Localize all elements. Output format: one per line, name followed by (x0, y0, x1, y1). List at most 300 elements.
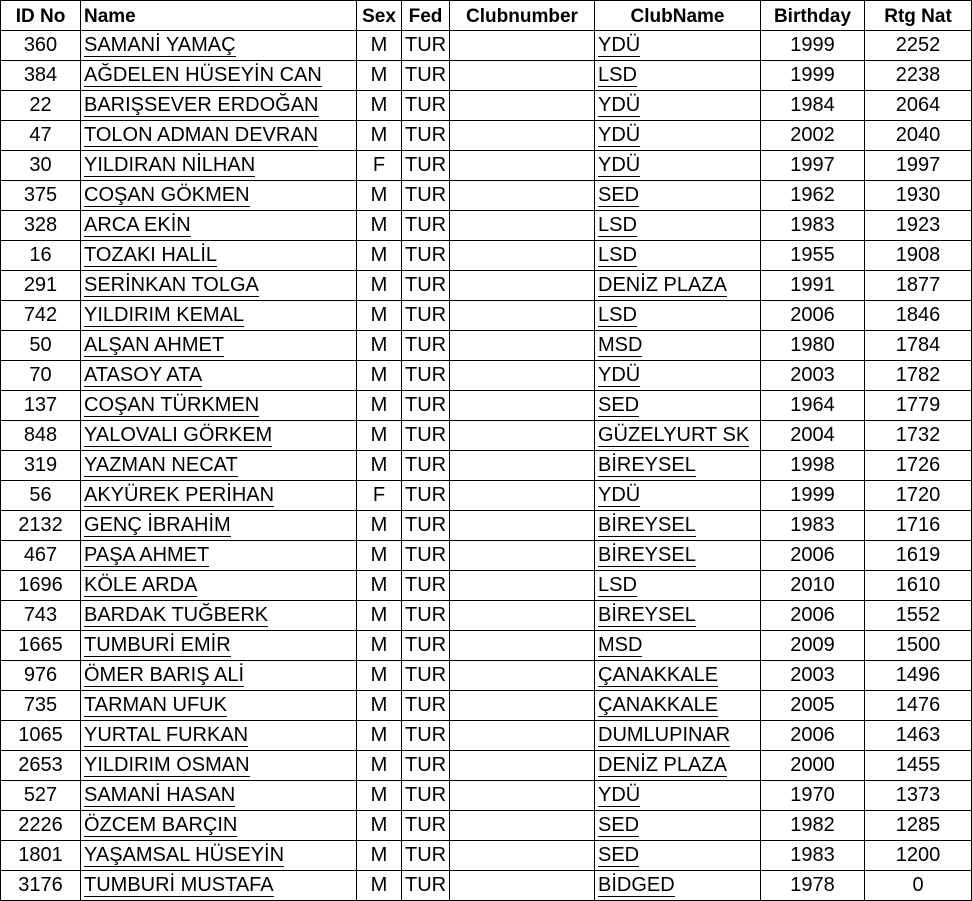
cell-rating[interactable]: 0 (865, 871, 972, 901)
cell-clubnumber[interactable] (450, 241, 595, 271)
cell-birthday[interactable]: 1962 (761, 181, 865, 211)
cell-name[interactable] (81, 91, 357, 121)
cell-birthday[interactable]: 1982 (761, 811, 865, 841)
cell-id[interactable]: 50 (1, 331, 81, 361)
cell-birthday[interactable]: 1999 (761, 481, 865, 511)
cell-id[interactable]: 1665 (1, 631, 81, 661)
cell-clubname-text: YDÜ (598, 364, 641, 386)
cell-id[interactable]: 2653 (1, 751, 81, 781)
cell-name-text: BARIŞSEVER ERDOĞAN (84, 94, 319, 116)
cell-birthday[interactable]: 1997 (761, 151, 865, 181)
cell-name[interactable] (81, 541, 357, 571)
cell-name[interactable] (81, 751, 357, 781)
cell-name-text: TARMAN UFUK (84, 694, 227, 716)
cell-name[interactable] (81, 721, 357, 751)
cell-name-text: YALOVALI GÖRKEM (84, 424, 273, 446)
cell-birthday[interactable]: 2006 (761, 301, 865, 331)
cell-sex[interactable]: M (357, 751, 402, 781)
cell-fed[interactable]: TUR (402, 631, 450, 661)
cell-clubname-text: SED (598, 814, 640, 836)
cell-sex[interactable]: M (357, 781, 402, 811)
cell-name-text: TUMBURİ MUSTAFA (84, 874, 274, 896)
cell-sex[interactable]: M (357, 511, 402, 541)
table-row (1, 571, 972, 601)
cell-sex[interactable]: M (357, 721, 402, 751)
cell-rating[interactable]: 2238 (865, 61, 972, 91)
cell-sex[interactable]: M (357, 661, 402, 691)
cell-clubname[interactable] (595, 361, 761, 391)
column-header-name[interactable]: Name (81, 1, 357, 31)
cell-clubnumber[interactable] (450, 721, 595, 751)
cell-name-text: YILDIRAN NİLHAN (84, 154, 256, 176)
cell-fed[interactable]: TUR (402, 811, 450, 841)
cell-rating[interactable]: 1997 (865, 151, 972, 181)
cell-name-text: TOZAKI HALİL (84, 244, 218, 266)
table-row (1, 241, 972, 271)
cell-birthday[interactable]: 2006 (761, 541, 865, 571)
cell-name[interactable] (81, 451, 357, 481)
cell-id[interactable]: 47 (1, 121, 81, 151)
cell-rating[interactable]: 1784 (865, 331, 972, 361)
cell-sex[interactable]: M (357, 181, 402, 211)
cell-fed[interactable]: TUR (402, 91, 450, 121)
cell-name[interactable] (81, 601, 357, 631)
cell-fed[interactable]: TUR (402, 271, 450, 301)
cell-clubname-text: LSD (598, 244, 637, 266)
cell-clubnumber[interactable] (450, 391, 595, 421)
cell-clubnumber[interactable] (450, 421, 595, 451)
column-header-fed[interactable]: Fed (402, 1, 450, 31)
cell-rating[interactable]: 1610 (865, 571, 972, 601)
cell-clubnumber[interactable] (450, 61, 595, 91)
cell-clubnumber[interactable] (450, 181, 595, 211)
cell-name-text: YILDIRIM OSMAN (84, 754, 250, 776)
cell-clubname[interactable] (595, 811, 761, 841)
cell-clubnumber[interactable] (450, 541, 595, 571)
cell-rating[interactable]: 1200 (865, 841, 972, 871)
cell-birthday[interactable]: 1998 (761, 451, 865, 481)
cell-name-text: TUMBURİ EMİR (84, 634, 231, 656)
cell-clubname-text: SED (598, 394, 640, 416)
cell-id[interactable]: 319 (1, 451, 81, 481)
cell-clubname-text: LSD (598, 574, 637, 596)
cell-clubname-text: YDÜ (598, 94, 641, 116)
cell-sex[interactable]: M (357, 241, 402, 271)
cell-clubname[interactable] (595, 421, 761, 451)
cell-rating[interactable]: 1552 (865, 601, 972, 631)
cell-rating[interactable]: 1496 (865, 661, 972, 691)
cell-birthday[interactable]: 2006 (761, 601, 865, 631)
cell-clubname-text: BİREYSEL (598, 604, 696, 626)
cell-fed[interactable]: TUR (402, 391, 450, 421)
cell-name[interactable] (81, 571, 357, 601)
cell-id[interactable]: 22 (1, 91, 81, 121)
cell-birthday[interactable]: 1955 (761, 241, 865, 271)
cell-clubname-text: MSD (598, 634, 643, 656)
cell-name-text: SAMANİ YAMAÇ (84, 34, 236, 56)
cell-rating[interactable]: 1726 (865, 451, 972, 481)
cell-clubname[interactable] (595, 181, 761, 211)
cell-birthday[interactable]: 1970 (761, 781, 865, 811)
cell-birthday[interactable]: 2010 (761, 571, 865, 601)
cell-fed[interactable]: TUR (402, 331, 450, 361)
cell-id[interactable]: 743 (1, 601, 81, 631)
cell-clubname[interactable] (595, 631, 761, 661)
cell-name-text: TOLON ADMAN DEVRAN (84, 124, 319, 146)
cell-id[interactable]: 375 (1, 181, 81, 211)
cell-clubname-text: DENİZ PLAZA (598, 754, 727, 776)
cell-birthday[interactable]: 1980 (761, 331, 865, 361)
cell-clubname-text: YDÜ (598, 154, 641, 176)
cell-birthday[interactable]: 1999 (761, 61, 865, 91)
cell-name-text: ARCA EKİN (84, 214, 191, 236)
cell-clubnumber[interactable] (450, 481, 595, 511)
cell-birthday[interactable]: 2003 (761, 361, 865, 391)
cell-clubname[interactable] (595, 751, 761, 781)
cell-birthday[interactable]: 2003 (761, 661, 865, 691)
cell-sex[interactable]: M (357, 811, 402, 841)
table-row (1, 331, 972, 361)
cell-fed[interactable]: TUR (402, 751, 450, 781)
cell-name[interactable] (81, 211, 357, 241)
cell-sex[interactable]: M (357, 331, 402, 361)
cell-birthday[interactable]: 1964 (761, 391, 865, 421)
cell-rating[interactable]: 1779 (865, 391, 972, 421)
cell-clubname[interactable] (595, 721, 761, 751)
cell-clubname[interactable] (595, 121, 761, 151)
cell-fed[interactable]: TUR (402, 151, 450, 181)
table-row (1, 751, 972, 781)
cell-clubnumber[interactable] (450, 361, 595, 391)
column-header-id[interactable]: ID No (1, 1, 81, 31)
cell-clubnumber[interactable] (450, 151, 595, 181)
cell-name-text: ÖMER BARIŞ ALİ (84, 664, 245, 686)
cell-rating[interactable]: 2064 (865, 91, 972, 121)
cell-name-text: BARDAK TUĞBERK (84, 604, 269, 626)
cell-name-text: ÖZCEM BARÇIN (84, 814, 238, 836)
cell-clubname-text: BİDGED (598, 874, 675, 896)
header-row (1, 1, 972, 31)
cell-sex[interactable]: M (357, 31, 402, 61)
cell-name[interactable] (81, 811, 357, 841)
cell-rating[interactable]: 1463 (865, 721, 972, 751)
cell-id[interactable]: 848 (1, 421, 81, 451)
cell-sex[interactable]: M (357, 361, 402, 391)
cell-clubname[interactable] (595, 871, 761, 901)
cell-fed[interactable]: TUR (402, 421, 450, 451)
cell-id[interactable]: 384 (1, 61, 81, 91)
cell-clubname[interactable] (595, 241, 761, 271)
cell-birthday[interactable]: 2005 (761, 691, 865, 721)
cell-clubnumber[interactable] (450, 121, 595, 151)
cell-clubname[interactable] (595, 841, 761, 871)
cell-sex[interactable]: F (357, 481, 402, 511)
cell-fed[interactable]: TUR (402, 301, 450, 331)
table-row (1, 871, 972, 901)
cell-clubname[interactable] (595, 451, 761, 481)
cell-name[interactable] (81, 241, 357, 271)
cell-birthday[interactable]: 2004 (761, 421, 865, 451)
cell-clubnumber[interactable] (450, 661, 595, 691)
cell-clubname-text: BİREYSEL (598, 454, 696, 476)
cell-sex[interactable]: M (357, 61, 402, 91)
cell-name[interactable] (81, 121, 357, 151)
table-row (1, 601, 972, 631)
cell-clubnumber[interactable] (450, 91, 595, 121)
cell-fed[interactable]: TUR (402, 241, 450, 271)
column-header-clubnumber[interactable]: Clubnumber (450, 1, 595, 31)
cell-birthday[interactable]: 1984 (761, 91, 865, 121)
cell-name-text: PAŞA AHMET (84, 544, 210, 566)
cell-clubname[interactable] (595, 301, 761, 331)
cell-name[interactable] (81, 181, 357, 211)
cell-clubname[interactable] (595, 31, 761, 61)
table-row (1, 271, 972, 301)
cell-id[interactable]: 291 (1, 271, 81, 301)
cell-clubnumber[interactable] (450, 601, 595, 631)
cell-id[interactable]: 1065 (1, 721, 81, 751)
cell-clubname[interactable] (595, 91, 761, 121)
cell-fed[interactable]: TUR (402, 181, 450, 211)
cell-fed[interactable]: TUR (402, 781, 450, 811)
cell-clubname-text: SED (598, 184, 640, 206)
cell-name-text: YAZMAN NECAT (84, 454, 238, 476)
cell-clubname[interactable] (595, 601, 761, 631)
cell-name[interactable] (81, 781, 357, 811)
table-body (1, 31, 972, 901)
cell-sex[interactable]: M (357, 691, 402, 721)
cell-id[interactable]: 56 (1, 481, 81, 511)
cell-rating[interactable]: 1373 (865, 781, 972, 811)
cell-fed[interactable]: TUR (402, 691, 450, 721)
cell-fed[interactable]: TUR (402, 721, 450, 751)
cell-rating[interactable]: 1877 (865, 271, 972, 301)
cell-rating[interactable]: 1930 (865, 181, 972, 211)
cell-id[interactable]: 328 (1, 211, 81, 241)
cell-id[interactable]: 16 (1, 241, 81, 271)
cell-clubnumber[interactable] (450, 211, 595, 241)
cell-clubnumber[interactable] (450, 781, 595, 811)
cell-clubnumber[interactable] (450, 811, 595, 841)
cell-clubnumber[interactable] (450, 571, 595, 601)
cell-id[interactable]: 2226 (1, 811, 81, 841)
cell-rating[interactable]: 1285 (865, 811, 972, 841)
cell-name-text: ATASOY ATA (84, 364, 203, 386)
cell-name[interactable] (81, 331, 357, 361)
cell-sex[interactable]: M (357, 571, 402, 601)
table-row (1, 541, 972, 571)
cell-clubname[interactable] (595, 511, 761, 541)
cell-id[interactable]: 3176 (1, 871, 81, 901)
cell-id[interactable]: 30 (1, 151, 81, 181)
cell-fed[interactable]: TUR (402, 511, 450, 541)
cell-clubname[interactable] (595, 661, 761, 691)
table-row (1, 61, 972, 91)
cell-name-text: YURTAL FURKAN (84, 724, 249, 746)
cell-rating[interactable]: 1846 (865, 301, 972, 331)
cell-rating[interactable]: 2252 (865, 31, 972, 61)
cell-name-text: GENÇ İBRAHİM (84, 514, 231, 536)
cell-name[interactable] (81, 631, 357, 661)
cell-name[interactable] (81, 511, 357, 541)
cell-clubname[interactable] (595, 151, 761, 181)
cell-id[interactable]: 1696 (1, 571, 81, 601)
cell-sex[interactable]: M (357, 871, 402, 901)
cell-id[interactable]: 1801 (1, 841, 81, 871)
cell-clubnumber[interactable] (450, 631, 595, 661)
table-row (1, 181, 972, 211)
cell-clubnumber[interactable] (450, 751, 595, 781)
cell-rating[interactable]: 1720 (865, 481, 972, 511)
cell-sex[interactable]: M (357, 601, 402, 631)
cell-clubname[interactable] (595, 391, 761, 421)
cell-fed[interactable]: TUR (402, 361, 450, 391)
cell-clubname[interactable] (595, 211, 761, 241)
cell-birthday[interactable]: 2002 (761, 121, 865, 151)
cell-id[interactable]: 70 (1, 361, 81, 391)
cell-rating[interactable]: 1732 (865, 421, 972, 451)
cell-name[interactable] (81, 481, 357, 511)
cell-sex[interactable]: M (357, 451, 402, 481)
cell-id[interactable]: 735 (1, 691, 81, 721)
cell-name-text: KÖLE ARDA (84, 574, 198, 596)
cell-sex[interactable]: M (357, 631, 402, 661)
cell-name[interactable] (81, 271, 357, 301)
cell-rating[interactable]: 1455 (865, 751, 972, 781)
cell-clubnumber[interactable] (450, 331, 595, 361)
table-row (1, 481, 972, 511)
cell-clubname[interactable] (595, 571, 761, 601)
cell-name-text: YAŞAMSAL HÜSEYİN (84, 844, 285, 866)
cell-clubnumber[interactable] (450, 301, 595, 331)
table-row (1, 661, 972, 691)
cell-id[interactable]: 467 (1, 541, 81, 571)
cell-fed[interactable]: TUR (402, 31, 450, 61)
cell-birthday[interactable]: 1983 (761, 511, 865, 541)
cell-fed[interactable]: TUR (402, 571, 450, 601)
cell-sex[interactable]: M (357, 211, 402, 241)
cell-name[interactable] (81, 421, 357, 451)
cell-rating[interactable]: 1716 (865, 511, 972, 541)
cell-clubnumber[interactable] (450, 841, 595, 871)
column-header-sex[interactable]: Sex (357, 1, 402, 31)
cell-clubname-text: YDÜ (598, 124, 641, 146)
cell-fed[interactable]: TUR (402, 661, 450, 691)
table-row (1, 121, 972, 151)
cell-name[interactable] (81, 871, 357, 901)
cell-clubname[interactable] (595, 691, 761, 721)
cell-fed[interactable]: TUR (402, 61, 450, 91)
cell-fed[interactable]: TUR (402, 121, 450, 151)
cell-birthday[interactable]: 2000 (761, 751, 865, 781)
cell-fed[interactable]: TUR (402, 451, 450, 481)
cell-birthday[interactable]: 1991 (761, 271, 865, 301)
cell-rating[interactable]: 1908 (865, 241, 972, 271)
cell-sex[interactable]: M (357, 421, 402, 451)
column-header-rating[interactable]: Rtg Nat (865, 1, 972, 31)
cell-clubname[interactable] (595, 61, 761, 91)
cell-sex[interactable]: F (357, 151, 402, 181)
cell-sex[interactable]: M (357, 121, 402, 151)
cell-clubname[interactable] (595, 541, 761, 571)
cell-clubname[interactable] (595, 271, 761, 301)
cell-rating[interactable]: 1923 (865, 211, 972, 241)
cell-clubname-text: DENİZ PLAZA (598, 274, 727, 296)
table-row (1, 391, 972, 421)
cell-id[interactable]: 2132 (1, 511, 81, 541)
cell-rating[interactable]: 2040 (865, 121, 972, 151)
cell-fed[interactable]: TUR (402, 601, 450, 631)
cell-clubname[interactable] (595, 781, 761, 811)
cell-name-text: AKYÜREK PERİHAN (84, 484, 275, 506)
cell-name[interactable] (81, 691, 357, 721)
cell-name[interactable] (81, 841, 357, 871)
cell-name[interactable] (81, 31, 357, 61)
cell-birthday[interactable]: 1983 (761, 841, 865, 871)
cell-rating[interactable]: 1476 (865, 691, 972, 721)
cell-clubname[interactable] (595, 331, 761, 361)
table-row (1, 91, 972, 121)
cell-clubnumber[interactable] (450, 871, 595, 901)
cell-rating[interactable]: 1782 (865, 361, 972, 391)
cell-birthday[interactable]: 1983 (761, 211, 865, 241)
cell-clubnumber[interactable] (450, 31, 595, 61)
cell-fed[interactable]: TUR (402, 871, 450, 901)
column-header-birthday[interactable]: Birthday (761, 1, 865, 31)
cell-birthday[interactable]: 2009 (761, 631, 865, 661)
cell-name[interactable] (81, 661, 357, 691)
table-row (1, 301, 972, 331)
cell-birthday[interactable]: 2006 (761, 721, 865, 751)
cell-fed[interactable]: TUR (402, 541, 450, 571)
cell-rating[interactable]: 1500 (865, 631, 972, 661)
cell-fed[interactable]: TUR (402, 481, 450, 511)
cell-name[interactable] (81, 61, 357, 91)
cell-sex[interactable]: M (357, 541, 402, 571)
cell-sex[interactable]: M (357, 91, 402, 121)
cell-sex[interactable]: M (357, 841, 402, 871)
cell-id[interactable]: 527 (1, 781, 81, 811)
cell-id[interactable]: 742 (1, 301, 81, 331)
cell-name[interactable] (81, 361, 357, 391)
cell-name[interactable] (81, 391, 357, 421)
cell-birthday[interactable]: 1978 (761, 871, 865, 901)
table-row (1, 841, 972, 871)
table-row (1, 781, 972, 811)
column-header-clubname[interactable]: ClubName (595, 1, 761, 31)
cell-fed[interactable]: TUR (402, 211, 450, 241)
cell-clubname-text: LSD (598, 64, 637, 86)
cell-sex[interactable]: M (357, 271, 402, 301)
cell-clubname[interactable] (595, 481, 761, 511)
cell-birthday[interactable]: 1999 (761, 31, 865, 61)
cell-sex[interactable]: M (357, 301, 402, 331)
cell-fed[interactable]: TUR (402, 841, 450, 871)
cell-clubnumber[interactable] (450, 511, 595, 541)
table-row (1, 151, 972, 181)
cell-id[interactable]: 360 (1, 31, 81, 61)
cell-clubnumber[interactable] (450, 271, 595, 301)
cell-clubnumber[interactable] (450, 451, 595, 481)
cell-name-text: COŞAN GÖKMEN (84, 184, 250, 206)
cell-name[interactable] (81, 151, 357, 181)
cell-sex[interactable]: M (357, 391, 402, 421)
cell-id[interactable]: 137 (1, 391, 81, 421)
cell-id[interactable]: 976 (1, 661, 81, 691)
cell-name[interactable] (81, 301, 357, 331)
cell-clubnumber[interactable] (450, 691, 595, 721)
cell-rating[interactable]: 1619 (865, 541, 972, 571)
